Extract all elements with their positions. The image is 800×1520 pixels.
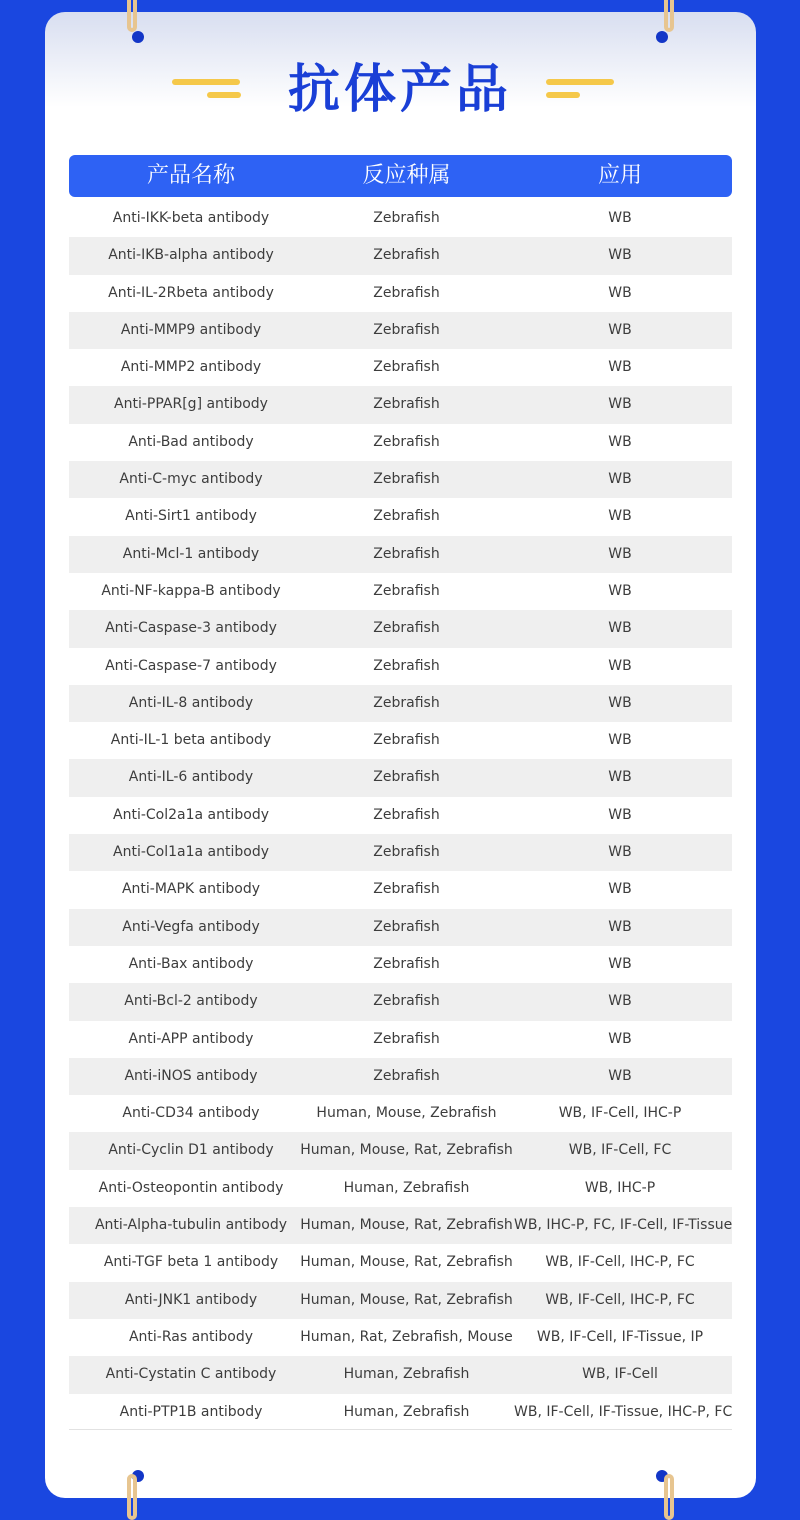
cell-application: WB [608,844,632,861]
cell-product-name: Anti-Ras antibody [128,1328,254,1345]
table-row [69,461,732,498]
cell-product-name: Anti-MAPK antibody [121,881,261,898]
cell-application: WB, IF-Cell, IHC-P, FC [545,1254,695,1271]
cell-application: WB [608,769,632,786]
cell-application: WB, IF-Cell, IHC-P, FC [545,1291,695,1308]
cell-reactivity: Zebrafish [373,1067,440,1084]
cell-reactivity: Zebrafish [373,694,440,711]
title-deco-right-2 [546,92,580,98]
cell-reactivity: Zebrafish [373,955,440,972]
binder-hole-top-left [132,31,144,43]
cell-application: WB [608,582,632,599]
table-row [69,909,732,946]
cell-application: WB [608,396,632,413]
cell-product-name: Anti-IKK-beta antibody [112,210,270,226]
table-row [69,312,732,349]
table-row [69,759,732,796]
cell-application: WB [608,620,632,637]
table-row [69,834,732,871]
table-row [69,1170,732,1207]
cell-product-name: Anti-Caspase-3 antibody [105,620,277,637]
table-row [69,610,732,647]
cell-product-name: Anti-Vegfa antibody [122,918,260,935]
cell-product-name: Anti-Bcl-2 antibody [124,993,258,1010]
cell-product-name: Anti-CD34 antibody [122,1105,260,1122]
cell-reactivity: Zebrafish [373,508,440,525]
cell-product-name: Anti-JNK1 antibody [124,1291,258,1308]
cell-reactivity: Human, Zebrafish [343,1403,470,1420]
table-row [69,200,732,237]
cell-application: WB [608,284,632,301]
title-deco-right-1 [546,79,614,85]
cell-reactivity: Zebrafish [373,881,440,898]
cell-reactivity: Zebrafish [373,284,440,301]
cell-reactivity: Zebrafish [373,396,440,413]
table-row [69,1095,732,1132]
cell-product-name: Anti-Caspase-7 antibody [105,657,277,674]
cell-reactivity: Zebrafish [373,471,440,488]
cell-reactivity: Human, Mouse, Rat, Zebrafish [300,1142,513,1159]
cell-reactivity: Zebrafish [373,359,440,376]
cell-application: WB, IF-Cell, IF-Tissue, IP [536,1328,704,1345]
cell-product-name: Anti-IL-6 antibody [128,769,254,786]
cell-product-name: Anti-iNOS antibody [124,1067,258,1084]
table-row [69,685,732,722]
cell-product-name: Anti-IL-2Rbeta antibody [108,284,274,301]
cell-product-name: Anti-Bax antibody [128,955,254,972]
header-reactivity: 反应种属 [362,163,451,188]
cell-product-name: Anti-Mcl-1 antibody [122,545,260,562]
cell-product-name: Anti-Col2a1a antibody [113,806,269,823]
cell-application: WB [608,247,632,264]
table-row [69,349,732,386]
cell-product-name: Anti-MMP9 antibody [120,321,262,338]
cell-product-name: Anti-MMP2 antibody [120,359,262,376]
cell-application: WB [608,657,632,674]
table-row [69,573,732,610]
cell-reactivity: Zebrafish [373,993,440,1010]
table-row [69,1282,732,1319]
table-row [69,648,732,685]
cell-reactivity: Zebrafish [373,806,440,823]
cell-application: WB, IF-Cell, IF-Tissue, IHC-P, FC [514,1403,733,1420]
cell-reactivity: Human, Zebrafish [343,1179,470,1196]
cell-reactivity: Zebrafish [373,769,440,786]
cell-application: WB [608,694,632,711]
cell-product-name: Anti-PPAR[g] antibody [114,396,268,413]
cell-reactivity: Human, Mouse, Rat, Zebrafish [300,1254,513,1271]
cell-application: WB, IF-Cell, FC [568,1142,672,1159]
cell-product-name: Anti-NF-kappa-B antibody [101,582,281,599]
cell-application: WB [608,993,632,1010]
cell-application: WB [608,321,632,338]
header-product-name: 产品名称 [146,163,235,188]
cell-reactivity: Zebrafish [373,844,440,861]
cell-reactivity: Zebrafish [373,210,440,226]
table-row [69,1244,732,1281]
table-row [69,498,732,535]
cell-reactivity: Zebrafish [373,732,440,749]
cell-product-name: Anti-APP antibody [128,1030,254,1047]
cell-reactivity: Human, Mouse, Rat, Zebrafish [300,1217,513,1234]
cell-reactivity: Zebrafish [373,321,440,338]
table-row [69,275,732,312]
cell-reactivity: Human, Mouse, Zebrafish [316,1105,497,1122]
cell-application: WB [608,508,632,525]
table-row [69,237,732,274]
table-row [69,983,732,1020]
cell-product-name: Anti-Sirt1 antibody [125,508,257,525]
cell-product-name: Anti-C-myc antibody [119,471,263,488]
cell-product-name: Anti-PTP1B antibody [119,1403,263,1420]
cell-product-name: Anti-Osteopontin antibody [98,1179,284,1196]
table-header [69,155,732,197]
cell-product-name: Anti-IL-8 antibody [128,694,254,711]
product-table [69,200,732,1431]
binder-ring-top-left [127,0,137,32]
cell-application: WB [608,881,632,898]
cell-reactivity: Human, Mouse, Rat, Zebrafish [300,1291,513,1308]
cell-application: WB [608,955,632,972]
table-row [69,386,732,423]
cell-application: WB, IHC-P [584,1179,656,1196]
binder-ring-top-right [664,0,674,32]
table-row [69,1021,732,1058]
cell-application: WB [608,359,632,376]
cell-application: WB [608,918,632,935]
cell-application: WB, IHC-P, FC, IF-Cell, IF-Tissue [514,1217,733,1234]
cell-product-name: Anti-Bad antibody [128,433,254,450]
binder-ring-bottom-left [127,1474,137,1520]
cell-product-name: Anti-Col1a1a antibody [113,844,269,861]
cell-application: WB [608,545,632,562]
binder-hole-top-right [656,31,668,43]
cell-product-name: Anti-Alpha-tubulin antibody [94,1217,288,1234]
binder-ring-bottom-right [664,1474,674,1520]
table-row [69,1132,732,1169]
cell-product-name: Anti-TGF beta 1 antibody [103,1254,279,1271]
cell-product-name: Anti-IKB-alpha antibody [108,247,274,264]
header-application: 应用 [597,163,642,188]
cell-reactivity: Zebrafish [373,582,440,599]
cell-application: WB [608,471,632,488]
table-row [69,1394,732,1431]
cell-application: WB [608,806,632,823]
cell-application: WB [608,732,632,749]
cell-application: WB, IF-Cell [582,1366,658,1383]
cell-reactivity: Zebrafish [373,433,440,450]
cell-reactivity: Zebrafish [373,918,440,935]
table-row [69,424,732,461]
cell-reactivity: Zebrafish [373,1030,440,1047]
cell-reactivity: Zebrafish [373,657,440,674]
table-row [69,797,732,834]
cell-application: WB [608,210,632,226]
table-row [69,1319,732,1356]
cell-reactivity: Human, Zebrafish [343,1366,470,1383]
cell-reactivity: Human, Rat, Zebrafish, Mouse [300,1328,513,1345]
cell-product-name: Anti-Cystatin C antibody [105,1366,277,1383]
table-row [69,1207,732,1244]
cell-product-name: Anti-IL-1 beta antibody [110,732,272,749]
table-row [69,1356,732,1393]
table-row [69,536,732,573]
cell-product-name: Anti-Cyclin D1 antibody [108,1142,274,1159]
cell-reactivity: Zebrafish [373,247,440,264]
cell-application: WB [608,1067,632,1084]
table-row [69,722,732,759]
table-row [69,946,732,983]
cell-application: WB [608,1030,632,1047]
table-row [69,1058,732,1095]
cell-reactivity: Zebrafish [373,545,440,562]
cell-reactivity: Zebrafish [373,620,440,637]
table-bottom-divider [69,1429,732,1430]
cell-application: WB [608,433,632,450]
page-title: 抗体产品 [287,60,512,120]
cell-application: WB, IF-Cell, IHC-P [558,1105,682,1122]
table-row [69,871,732,908]
